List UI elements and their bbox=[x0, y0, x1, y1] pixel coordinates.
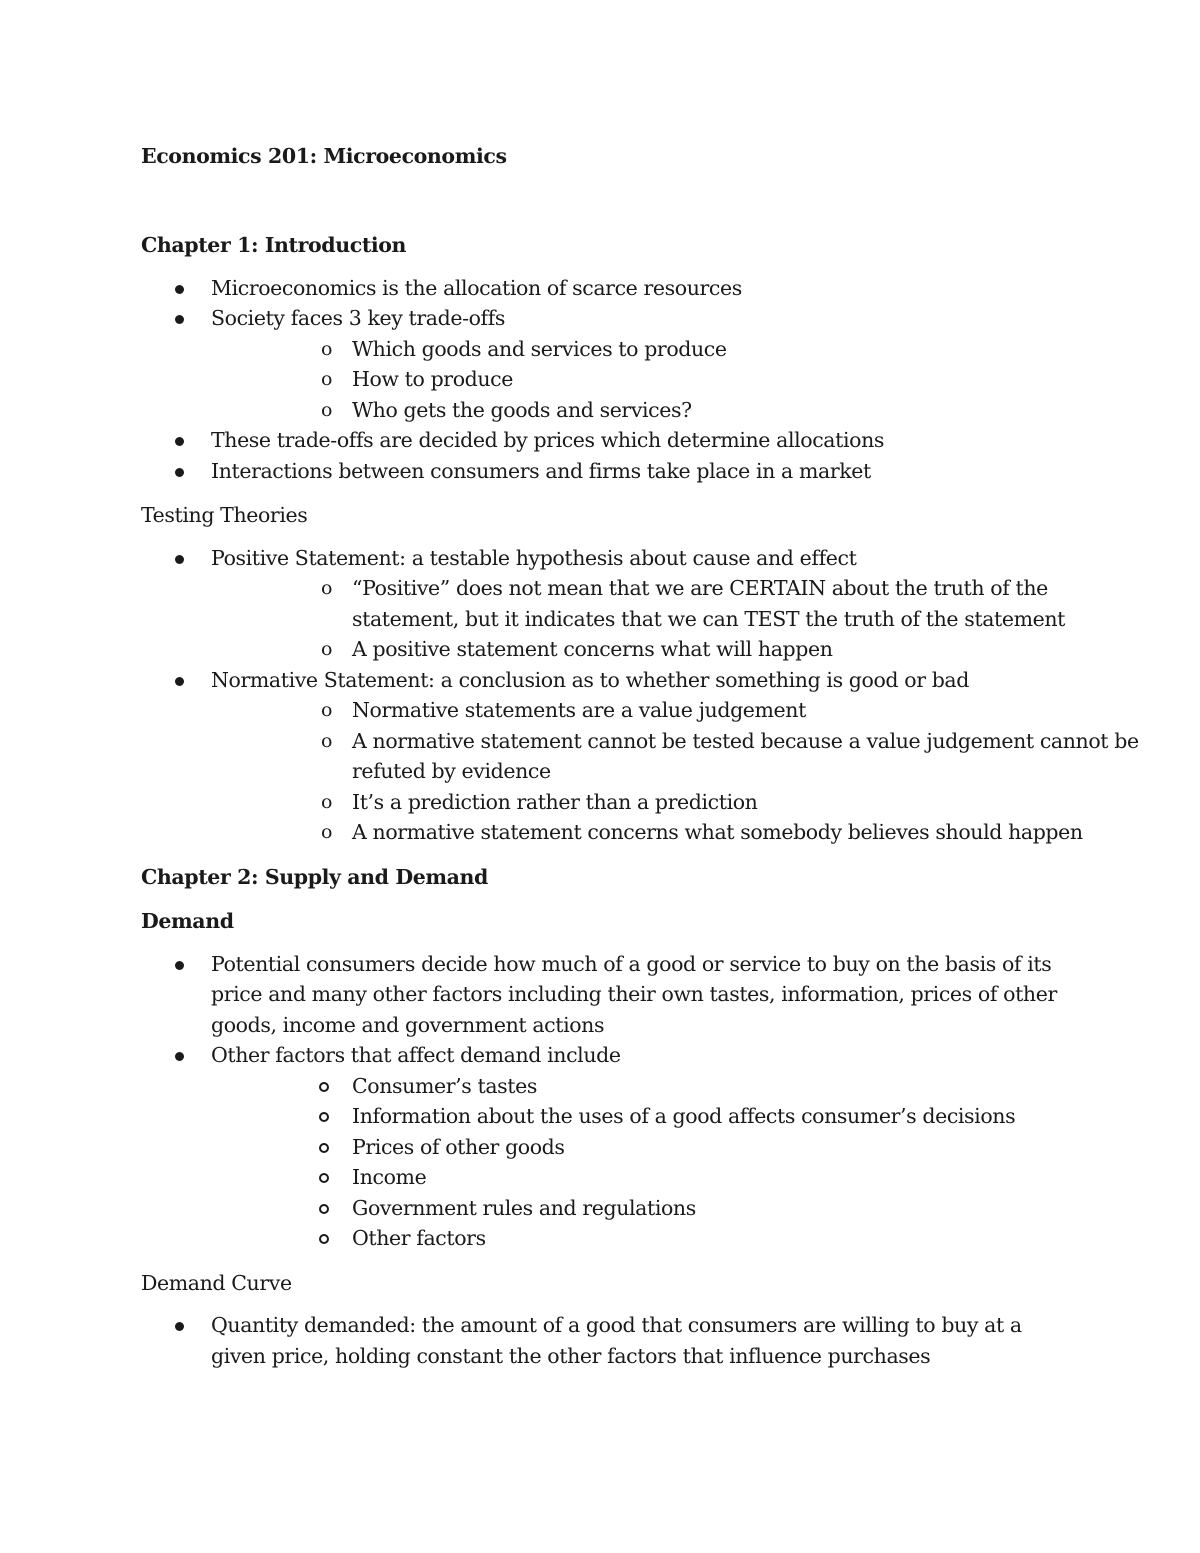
o-bullet-icon: o bbox=[321, 790, 333, 813]
demand-list bbox=[141, 949, 1071, 1254]
list-item: These trade-offs are decided by prices which determine allocations bbox=[141, 425, 1071, 456]
list-item: Other factors that affect demand include Consumer’s tastes Information about the uses of a good affects consumer’s decisions Prices of other goods Income Government rules and regulations Other factors bbox=[141, 1040, 1071, 1254]
sub-list-item: o How to produce bbox=[281, 364, 1141, 395]
sub-list-item: o Which goods and services to produce bbox=[281, 334, 1141, 365]
ring-bullet-icon bbox=[319, 1234, 329, 1244]
bullet-icon bbox=[175, 677, 184, 686]
sub-list-item: Government rules and regulations bbox=[281, 1193, 1141, 1224]
demand-factors-list bbox=[211, 1071, 1071, 1254]
o-bullet-icon: o bbox=[321, 638, 333, 660]
document-page bbox=[141, 140, 1139, 1371]
sub-list-item: Information about the uses of a good affects consumer’s decisions bbox=[281, 1101, 1141, 1132]
bullet-icon bbox=[175, 555, 184, 564]
sub-list-item: o A positive statement concerns what will happen bbox=[281, 634, 1141, 665]
testing-theories-heading: Testing Theories bbox=[141, 503, 308, 527]
tradeoffs-list bbox=[211, 334, 1071, 426]
demand-curve-list bbox=[141, 1310, 1071, 1371]
bullet-icon bbox=[175, 437, 184, 446]
sub-list-item: o A normative statement concerns what somebody believes should happen bbox=[281, 817, 1141, 848]
sub-list-item: Income bbox=[281, 1162, 1141, 1193]
testing-theories-list bbox=[141, 543, 1139, 848]
bullet-icon bbox=[175, 1322, 184, 1331]
sub-list-item: o A normative statement cannot be tested because a value judgement cannot be refuted by evidence bbox=[281, 726, 1141, 787]
o-bullet-icon: o bbox=[321, 821, 333, 843]
sub-list-item: o Normative statements are a value judgement bbox=[281, 695, 1141, 726]
list-item: Microeconomics is the allocation of scarce resources bbox=[141, 273, 1071, 304]
list-item: Society faces 3 key trade-offs o Which goods and services to produce o How to produce o Who gets the goods and services? bbox=[141, 303, 1071, 425]
o-bullet-icon: o bbox=[321, 398, 333, 421]
o-bullet-icon: o bbox=[321, 729, 333, 752]
bullet-icon bbox=[175, 961, 184, 970]
list-item: Potential consumers decide how much of a good or service to buy on the basis of its price and many other factors including their own tastes, information, prices of other goods, income and government actions bbox=[141, 949, 1071, 1041]
o-bullet-icon: o bbox=[321, 699, 333, 721]
sub-list-item: Other factors bbox=[281, 1223, 1141, 1254]
sub-list-item: Consumer’s tastes bbox=[281, 1071, 1141, 1102]
normative-sub-list bbox=[211, 695, 1139, 848]
bullet-icon bbox=[175, 315, 184, 324]
ring-bullet-icon bbox=[319, 1204, 329, 1214]
sub-list-item: Prices of other goods bbox=[281, 1132, 1141, 1163]
positive-sub-list bbox=[211, 573, 1071, 665]
document-title: Economics 201: Microeconomics bbox=[141, 144, 507, 168]
bullet-icon bbox=[175, 1052, 184, 1061]
list-item: Positive Statement: a testable hypothesis about cause and effect o “Positive” does not mean that we are CERTAIN about the truth of the statement, but it indicates that we can TEST the truth of the statement o A positive statement concerns what will happen bbox=[141, 543, 1071, 665]
chapter-1-heading: Chapter 1: Introduction bbox=[141, 233, 407, 257]
demand-curve-heading: Demand Curve bbox=[141, 1270, 292, 1295]
sub-list-item: o It’s a prediction rather than a prediction bbox=[281, 787, 1141, 818]
bullet-icon bbox=[175, 468, 184, 477]
chapter-1-list bbox=[141, 273, 1071, 487]
ring-bullet-icon bbox=[319, 1082, 329, 1092]
sub-list-item: o “Positive” does not mean that we are CERTAIN about the truth of the statement, but it indicates that we can TEST the truth of the statement bbox=[281, 573, 1141, 634]
list-item: Normative Statement: a conclusion as to whether something is good or bad o Normative statements are a value judgement o A normative statement cannot be tested because a value judgement cannot be refuted by evidence o It’s a prediction rather than a prediction o A normative statement concerns what somebody believes should happen bbox=[141, 665, 1071, 848]
bullet-icon bbox=[175, 285, 184, 294]
ring-bullet-icon bbox=[319, 1173, 329, 1183]
ring-bullet-icon bbox=[319, 1143, 329, 1153]
ring-bullet-icon bbox=[319, 1112, 329, 1122]
sub-list-item: o Who gets the goods and services? bbox=[281, 395, 1141, 426]
o-bullet-icon: o bbox=[321, 337, 333, 360]
chapter-2-heading: Chapter 2: Supply and Demand bbox=[141, 864, 488, 889]
demand-heading: Demand bbox=[141, 909, 234, 933]
o-bullet-icon: o bbox=[321, 577, 333, 599]
list-item: Quantity demanded: the amount of a good that consumers are willing to buy at a given price, holding constant the other factors that influence purchases bbox=[141, 1310, 1071, 1371]
list-item: Interactions between consumers and firms take place in a market bbox=[141, 456, 1071, 487]
o-bullet-icon: o bbox=[321, 368, 333, 390]
